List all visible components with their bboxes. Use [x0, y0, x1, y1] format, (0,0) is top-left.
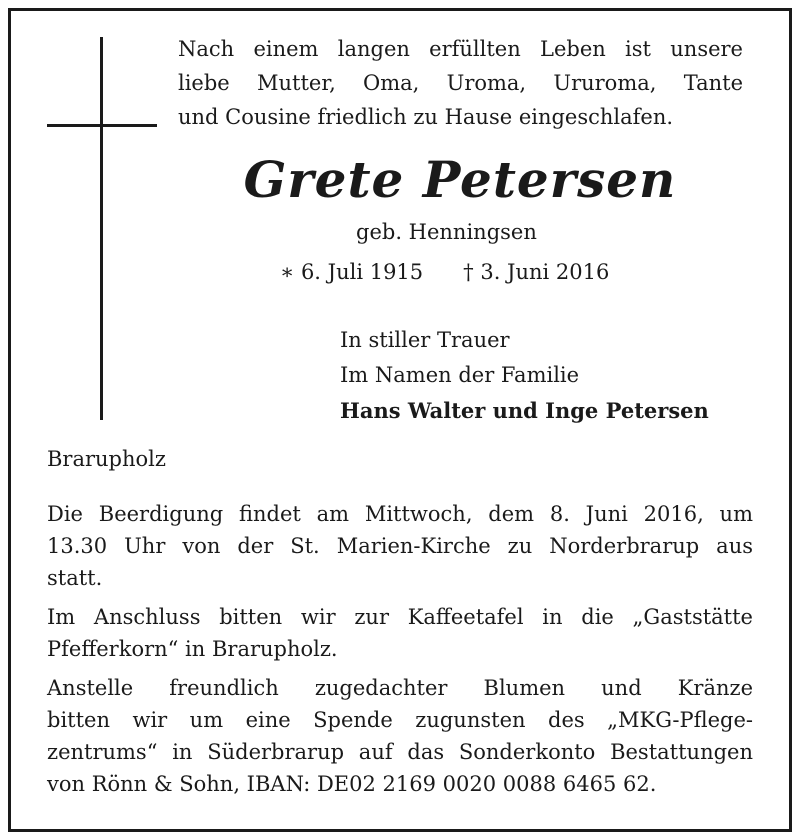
- intro-line: Nach einem langen erfüllten Leben ist unsere: [178, 37, 743, 61]
- mourner-names: Hans Walter und Inge Petersen: [340, 398, 709, 423]
- paragraph-line: Pfefferkorn“ in Brarupholz.: [47, 637, 338, 661]
- paragraph-line: Die Beerdigung findet am Mittwoch, dem 8. Juni 2016, um: [47, 502, 753, 526]
- mourning-line: Im Namen der Familie: [340, 363, 580, 387]
- intro-text: [178, 32, 743, 134]
- paragraph-line: Im Anschluss bitten wir zur Kaffeetafel in die „Gaststätte: [47, 605, 753, 629]
- paragraph-line: zentrums“ in Süderbrarup auf das Sonderkonto Bestattungen: [47, 740, 753, 764]
- paragraph-line: von Rönn & Sohn, IBAN: DE02 2169 0020 0088 6465 62.: [47, 772, 657, 796]
- cross-symbol-horizontal: [47, 124, 157, 127]
- intro-line: und Cousine friedlich zu Hause eingeschlafen.: [178, 105, 674, 129]
- funeral-paragraph: [47, 498, 753, 594]
- paragraph-line: 13.30 Uhr von der St. Marien-Kirche zu Norderbrarup aus: [47, 534, 753, 558]
- paragraph-line: bitten wir um eine Spende zugunsten des „MKG-Pflege-: [47, 708, 753, 732]
- birth-name: geb. Henningsen: [356, 220, 537, 244]
- place-name: Brarupholz: [47, 447, 166, 471]
- paragraph-line: Anstelle freundlich zugedachter Blumen und Kränze: [47, 676, 753, 700]
- cross-symbol-vertical: [100, 37, 103, 420]
- death-date: † 3. Juni 2016: [463, 260, 610, 284]
- intro-line: liebe Mutter, Oma, Uroma, Ururoma, Tante: [178, 71, 743, 95]
- deceased-name: Grete Petersen: [243, 150, 677, 209]
- mourning-line: In stiller Trauer: [340, 328, 510, 352]
- mourners-block: [340, 323, 709, 428]
- life-dates: [280, 260, 609, 284]
- birth-date: ∗ 6. Juli 1915: [280, 260, 424, 284]
- paragraph-line: statt.: [47, 566, 103, 590]
- reception-paragraph: [47, 601, 753, 665]
- donation-paragraph: [47, 672, 753, 800]
